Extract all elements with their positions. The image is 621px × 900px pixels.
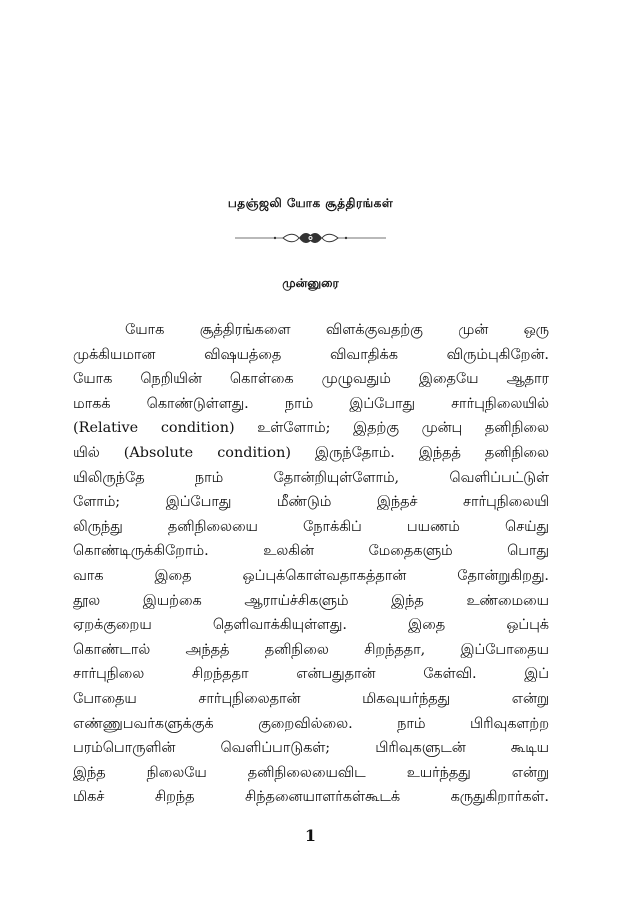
paragraph-line: யோக சூத்திரங்களை விளக்குவதற்கு முன் ஒரு: [125, 322, 549, 338]
paragraph-line: வாக இதை ஒப்புக்கொள்வதாகத்தான் தோன்றுகிறது.: [73, 567, 549, 584]
paragraph-line: மிகச் சிறந்த சிந்தனையாளர்கள்கூடக் கருதுகிறார்கள்.: [73, 789, 549, 806]
page-number: 1: [304, 826, 317, 845]
paragraph-line: யோக நெறியின் கொள்கை முழுவதும் இதையே ஆதார: [73, 371, 549, 388]
paragraph-line: யிலிருந்தே நாம் தோன்றியுள்ளோம், வெளிப்பட்டுள்: [73, 469, 549, 486]
paragraph-line: கொண்டால் அந்தத் தனிநிலை சிறந்ததா, இப்போதைய: [73, 641, 549, 658]
paragraph-line: ஏறக்குறைய தெளிவாக்கியுள்ளது. இதை ஒப்புக்: [73, 617, 549, 634]
chapter-title: முன்னுரை: [282, 276, 339, 290]
paragraph-line: எண்ணுபவர்களுக்குக் குறைவில்லை. நாம் பிரிவுகளற்ற: [73, 715, 549, 732]
paragraph-line: இந்த நிலையே தனிநிலையைவிட உயர்ந்தது என்று: [73, 764, 549, 781]
paragraph-line: முக்கியமான விஷயத்தை விவாதிக்க விரும்புகிறேன்.: [73, 346, 549, 363]
paragraph-line: ளோம்; இப்போது மீண்டும் இந்தச் சார்புநிலையி: [73, 494, 549, 511]
paragraph-line: கொண்டிருக்கிறோம். உலகின் மேதைகளும் பொது: [73, 543, 549, 560]
floral-divider-icon: [235, 231, 386, 245]
paragraph-line: பரம்பொருளின் வெளிப்பாடுகள்; பிரிவுகளுடன் கூடிய: [73, 740, 549, 757]
body-paragraph: [73, 318, 549, 810]
paragraph-line: லிருந்து தனிநிலையை நோக்கிப் பயணம் செய்து: [73, 518, 549, 535]
paragraph-line: சார்புநிலை சிறந்ததா என்பதுதான் கேள்வி. இப்: [73, 666, 549, 683]
book-title: பதஞ்ஜலி யோக சூத்திரங்கள்: [227, 196, 394, 210]
paragraph-line: போதைய சார்புநிலைதான் மிகவுயர்ந்தது என்று: [73, 690, 549, 707]
paragraph-line: மாகக் கொண்டுள்ளது. நாம் இப்போது சார்புநிலையில்: [73, 395, 549, 412]
paragraph-line: தூல இயற்கை ஆராய்ச்சிகளும் இந்த உண்மையை: [73, 592, 549, 609]
paragraph-line: யில் (Absolute condition) இருந்தோம். இந்தத் தனிநிலை: [73, 444, 549, 461]
paragraph-line: (Relative condition) உள்ளோம்; இதற்கு முன்பு தனிநிலை: [73, 420, 549, 437]
